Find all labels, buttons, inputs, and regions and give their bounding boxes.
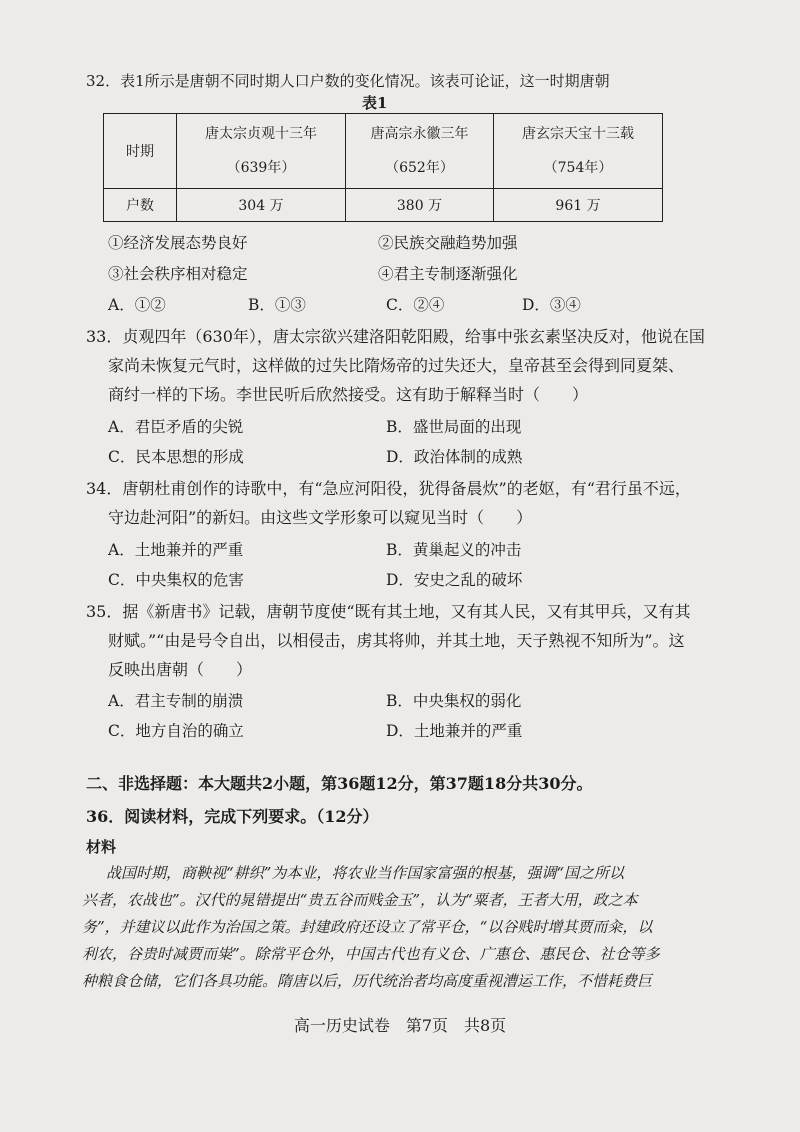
section-2-heading: 二、非选择题：本大题共2小题，第36题12分，第37题18分共30分。: [86, 774, 593, 793]
q32-option-c[interactable]: C．②④: [386, 296, 445, 314]
q34-stem-line-2: 守边赴河阳”的新妇。由这些文学形象可以窥见当时（ ）: [108, 508, 533, 527]
q35-stem-line-2: 财赋。”“由是号令自出，以相侵击，虏其将帅，并其土地，天子熟视不知所为”。这: [108, 631, 685, 650]
q35-option-b[interactable]: B．中央集权的弱化: [386, 692, 522, 710]
q33-option-c[interactable]: C．民本思想的形成: [108, 448, 244, 466]
q34-option-a[interactable]: A．土地兼并的严重: [108, 541, 244, 559]
q32-stem: 32．表1所示是唐朝不同时期人口户数的变化情况。该表可论证，这一时期唐朝: [86, 72, 610, 90]
q35-option-c[interactable]: C．地方自治的确立: [108, 722, 244, 740]
q33-stem-line-3: 商纣一样的下场。李世民听后欣然接受。这有助于解释当时（ ）: [108, 385, 589, 404]
q32-option-d[interactable]: D．③④: [522, 296, 581, 314]
q33-option-a[interactable]: A．君臣矛盾的尖锐: [108, 418, 244, 436]
material-line-1: 战国时期，商鞅视“耕织”为本业，将农业当作国家富强的根基，强调“国之所以: [106, 864, 625, 882]
q32-option-b[interactable]: B．①③: [248, 296, 306, 314]
q34-stem-line-1: 34．唐朝杜甫创作的诗歌中，有“急应河阳役，犹得备晨炊”的老妪，有“君行虽不远，: [86, 479, 691, 498]
q35-stem-line-3: 反映出唐朝（ ）: [108, 660, 253, 679]
q32-item-1: ①经济发展态势良好: [108, 234, 248, 252]
q34-option-d[interactable]: D．安史之乱的破坏: [386, 571, 523, 589]
q32-household-table: [103, 113, 663, 222]
q36-material-label: 材料: [86, 838, 117, 856]
q33-option-b[interactable]: B．盛世局面的出现: [386, 418, 522, 436]
q35-stem-line-1: 35．据《新唐书》记载，唐朝节度使“既有其土地，又有其人民，又有其甲兵，又有其: [86, 602, 691, 621]
q32-item-4: ④君主专制逐渐强化: [378, 265, 518, 283]
material-line-4: 利农，谷贵时减贾而粜”。除常平仓外，中国古代也有义仓、广惠仓、惠民仓、社仓等多: [82, 945, 660, 963]
table-header-period-label: 时期: [104, 114, 177, 189]
q34-option-c[interactable]: C．中央集权的危害: [108, 571, 244, 589]
q32-item-3: ③社会秩序相对稳定: [108, 265, 248, 283]
material-line-5: 种粮食仓储，它们各具功能。隋唐以后，历代统治者均高度重视漕运工作，不惜耗费巨: [82, 972, 653, 990]
table-col-taizong: 唐太宗贞观十三年 （639年）: [177, 114, 346, 189]
q32-option-a[interactable]: A．①②: [108, 296, 166, 314]
q36-stem: 36．阅读材料，完成下列要求。（12分）: [86, 807, 379, 826]
q32-item-2: ②民族交融趋势加强: [378, 234, 518, 252]
q32-table-title: 表1: [362, 94, 388, 112]
table-col-xuanzong: 唐玄宗天宝十三载 （754年）: [494, 114, 663, 189]
q33-option-d[interactable]: D．政治体制的成熟: [386, 448, 523, 466]
q34-option-b[interactable]: B．黄巢起义的冲击: [386, 541, 522, 559]
q33-stem-line-2: 家尚未恢复元气时，这样做的过失比隋炀帝的过失还大，皇帝甚至会得到同夏桀、: [108, 356, 685, 375]
q33-stem-line-1: 33．贞观四年（630年），唐太宗欲兴建洛阳乾阳殿，给事中张玄素坚决反对，他说在国: [86, 327, 705, 346]
page-footer: 高一历史试卷 第7页 共8页: [293, 1016, 507, 1035]
material-line-3: 务”，并建议以此作为治国之策。封建政府还设立了常平仓，“以谷贱时增其贾而籴，以: [82, 918, 653, 936]
q35-option-d[interactable]: D．土地兼并的严重: [386, 722, 523, 740]
table-col-gaozong: 唐高宗永徽三年 （652年）: [345, 114, 493, 189]
table-cell-households-652: 380 万: [345, 189, 493, 222]
q35-option-a[interactable]: A．君主专制的崩溃: [108, 692, 244, 710]
material-line-2: 兴者，农战也”。汉代的晁错提出“贵五谷而贱金玉”，认为“粟者，王者大用，政之本: [82, 891, 638, 909]
table-cell-households-754: 961 万: [494, 189, 663, 222]
table-row-households-label: 户数: [104, 189, 177, 222]
table-cell-households-639: 304 万: [177, 189, 346, 222]
